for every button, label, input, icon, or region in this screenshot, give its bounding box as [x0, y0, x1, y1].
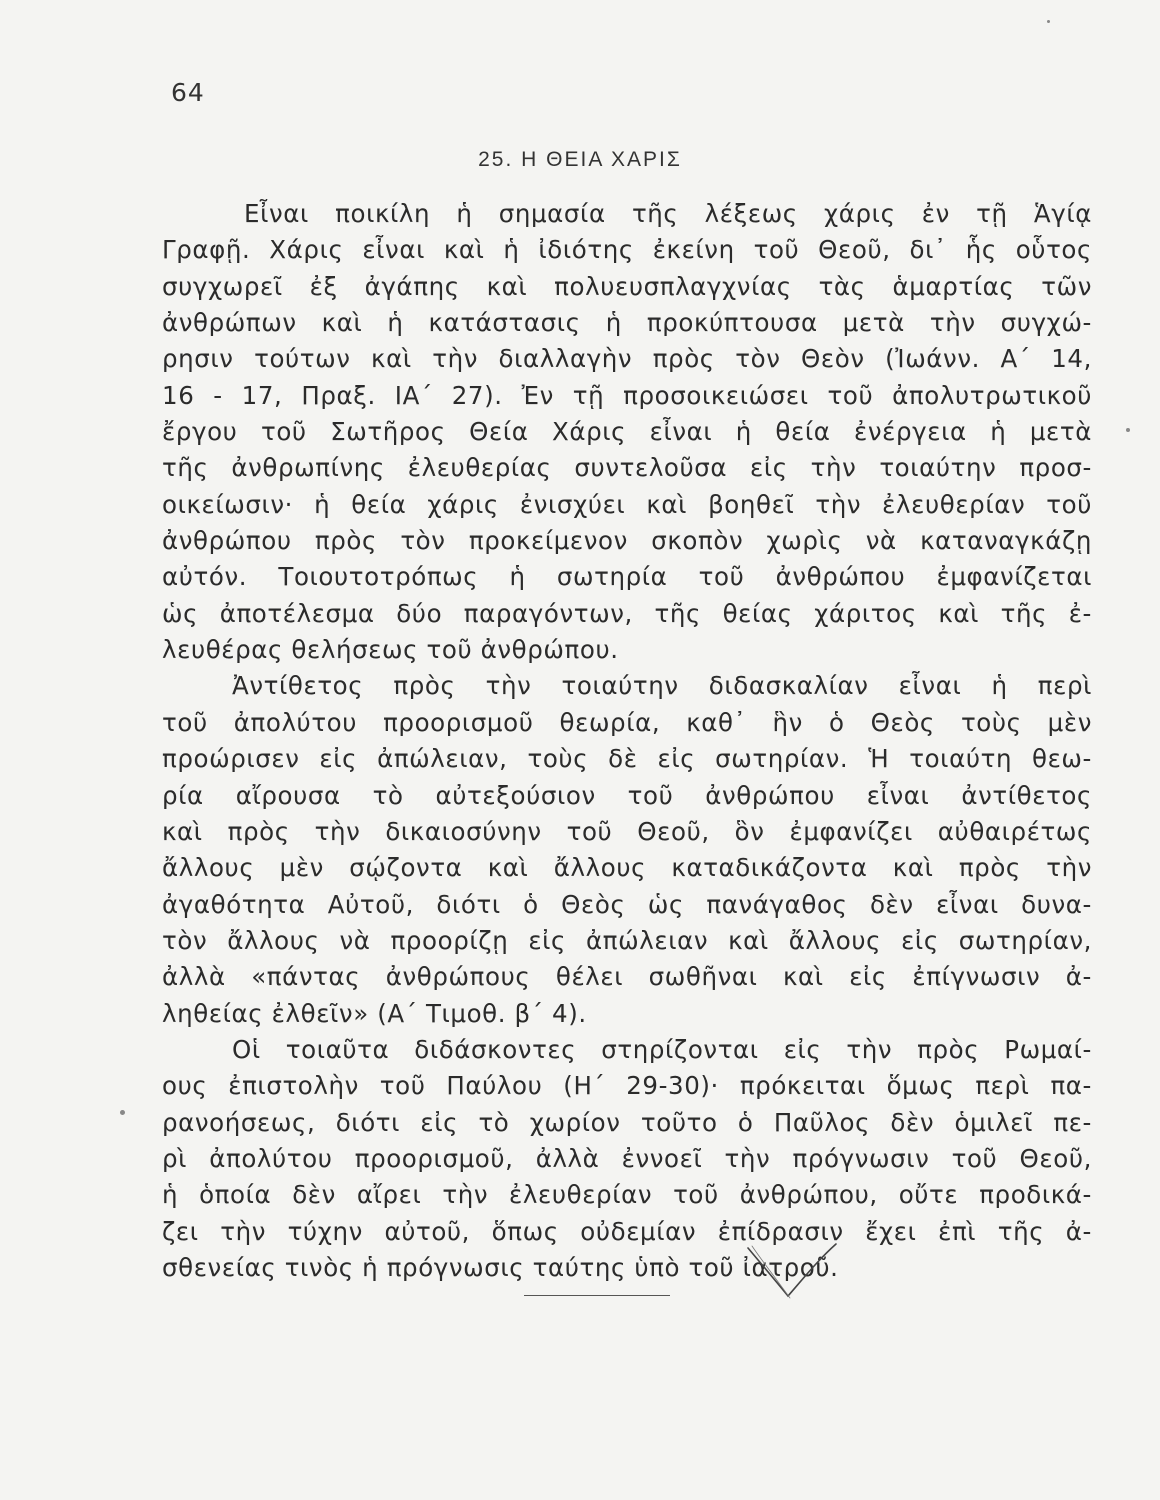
text-line: λευθέρας θελήσεως τοῦ ἀνθρώπου. — [162, 635, 619, 665]
text-line: ρία αἴρουσα τὸ αὐτεξούσιον τοῦ ἀνθρώπου εἶναι ἀντίθετος — [162, 780, 1092, 810]
paragraph-3 — [162, 1032, 1092, 1286]
end-rule — [524, 1295, 670, 1296]
paragraph-1 — [162, 196, 1092, 668]
text-line: ἡ ὁποία δὲν αἴρει τὴν ἐλευθερίαν τοῦ ἀνθρώπου, οὔτε προδικά- — [162, 1180, 1092, 1210]
text-line: καὶ πρὸς τὴν δικαιοσύνην τοῦ Θεοῦ, ὃν ἐμφανίζει αὐθαιρέτως — [162, 816, 1092, 846]
text-line: Ἀντίθετος πρὸς τὴν τοιαύτην διδασκαλίαν εἶναι ἡ περὶ — [232, 671, 1092, 701]
scan-speck — [1126, 428, 1130, 432]
text-line: ρὶ ἀπολύτου προορισμοῦ, ἀλλὰ ἐννοεῖ τὴν πρόγνωσιν τοῦ Θεοῦ, — [162, 1143, 1092, 1173]
text-line: τὸν ἄλλους νὰ προορίζῃ εἰς ἀπώλειαν καὶ ἄλλους εἰς σωτηρίαν, — [162, 925, 1092, 955]
text-line: 16 - 17, Πραξ. ΙΑ΄ 27). Ἐν τῇ προσοικειώσει τοῦ ἀπολυτρωτικοῦ — [162, 380, 1092, 410]
text-line: προώρισεν εἰς ἀπώλειαν, τοὺς δὲ εἰς σωτηρίαν. Ἡ τοιαύτη θεω- — [162, 744, 1092, 774]
text-line: ἀνθρώπου πρὸς τὸν προκείμενον σκοπὸν χωρὶς νὰ καταναγκάζῃ — [162, 526, 1092, 556]
text-line: ἀλλὰ «πάντας ἀνθρώπους θέλει σωθῆναι καὶ εἰς ἐπίγνωσιν ἀ- — [162, 962, 1092, 992]
text-line: τοῦ ἀπολύτου προορισμοῦ θεωρία, καθ᾽ ἣν ὁ Θεὸς τοὺς μὲν — [162, 707, 1092, 737]
text-line: Εἶναι ποικίλη ἡ σημασία τῆς λέξεως χάρις ἐν τῇ Ἁγίᾳ — [244, 199, 1092, 228]
text-line: ρησιν τούτων καὶ τὴν διαλλαγὴν πρὸς τὸν Θεὸν (Ἰωάνν. Α΄ 14, — [162, 344, 1092, 374]
body-text — [162, 196, 1092, 1286]
text-line: ὡς ἀποτέλεσμα δύο παραγόντων, τῆς θείας χάριτος καὶ τῆς ἐ- — [162, 598, 1092, 628]
handwritten-check-mark — [744, 1240, 844, 1310]
text-line: Οἱ τοιαῦτα διδάσκοντες στηρίζονται εἰς τὴν πρὸς Ρωμαί- — [232, 1034, 1092, 1064]
text-line: οικείωσιν· ἡ θεία χάρις ἐνισχύει καὶ βοηθεῖ τὴν ἐλευθερίαν τοῦ — [162, 489, 1092, 519]
text-line: ρανοήσεως, διότι εἰς τὸ χωρίον τοῦτο ὁ Παῦλος δὲν ὁμιλεῖ πε- — [162, 1107, 1092, 1137]
text-line: τῆς ἀνθρωπίνης ἐλευθερίας συντελοῦσα εἰς τὴν τοιαύτην προσ- — [162, 453, 1092, 483]
text-line: ζει τὴν τύχην αὐτοῦ, ὅπως οὐδεμίαν ἐπίδρασιν ἔχει ἐπὶ τῆς ἀ- — [162, 1216, 1092, 1246]
text-line: συγχωρεῖ ἐξ ἀγάπης καὶ πολυευσπλαγχνίας τὰς ἁμαρτίας τῶν — [162, 271, 1092, 301]
page-number: 64 — [171, 78, 205, 107]
text-line: ἄλλους μὲν σῴζοντα καὶ ἄλλους καταδικάζοντα καὶ πρὸς τὴν — [162, 853, 1092, 883]
paragraph-2 — [162, 668, 1092, 1031]
text-line: αὐτόν. Τοιουτοτρόπως ἡ σωτηρία τοῦ ἀνθρώπου ἐμφανίζεται — [162, 562, 1092, 592]
text-line: ληθείας ἐλθεῖν» (Α΄ Τιμοθ. β΄ 4). — [162, 998, 587, 1028]
text-line: ἀνθρώπων καὶ ἡ κατάστασις ἡ προκύπτουσα μετὰ τὴν συγχώ- — [162, 308, 1092, 338]
text-line: Γραφῇ. Χάρις εἶναι καὶ ἡ ἰδιότης ἐκείνη τοῦ Θεοῦ, δι᾽ ἧς οὗτος — [162, 235, 1092, 265]
scan-speck — [1047, 20, 1050, 23]
scan-speck — [120, 1110, 125, 1115]
text-line: σθενείας τινὸς ἡ πρόγνωσις ταύτης ὑπὸ τοῦ ἰατροῦ. — [162, 1252, 839, 1282]
text-line: ους ἐπιστολὴν τοῦ Παύλου (Η΄ 29-30)· πρόκειται ὅμως περὶ πα- — [162, 1071, 1092, 1101]
text-line: ἀγαθότητα Αὐτοῦ, διότι ὁ Θεὸς ὡς πανάγαθος δὲν εἶναι δυνα- — [162, 889, 1092, 919]
text-line: ἔργου τοῦ Σωτῆρος Θεία Χάρις εἶναι ἡ θεία ἐνέργεια ἡ μετὰ — [162, 417, 1092, 447]
section-heading: 25. Η ΘΕΙΑ ΧΑΡΙΣ — [478, 148, 682, 171]
